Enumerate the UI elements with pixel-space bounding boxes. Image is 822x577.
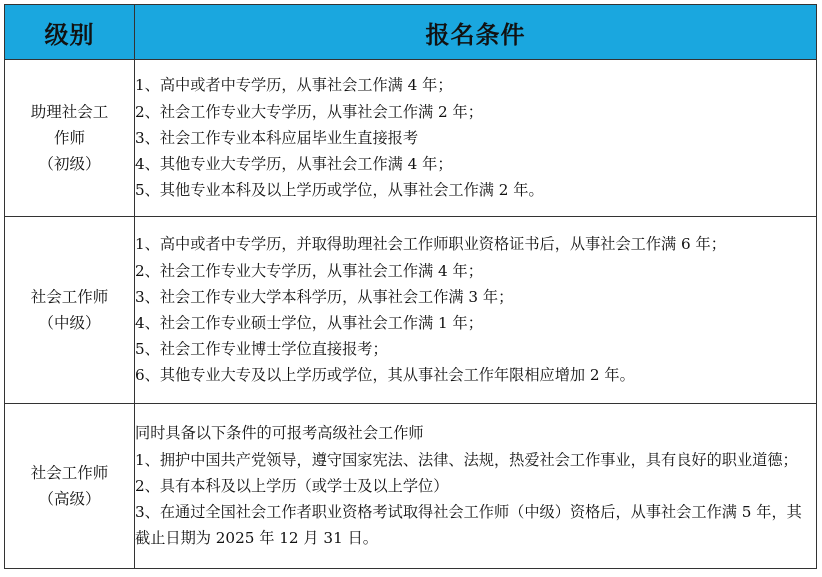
header-conditions: 报名条件 — [135, 5, 817, 60]
condition-item: 1、高中或者中专学历，从事社会工作满 4 年； — [135, 76, 453, 95]
conditions-cell-assistant — [135, 60, 817, 217]
header-level: 级别 — [5, 5, 135, 60]
condition-item: 同时具备以下条件的可报考高级社会工作师 — [135, 424, 424, 443]
condition-item: 4、社会工作专业硕士学位，从事社会工作满 1 年； — [135, 314, 483, 332]
condition-item: 2、社会工作专业大专学历，从事社会工作满 4 年； — [135, 261, 483, 280]
condition-item: 5、其他专业本科及以上学历或学位，从事社会工作满 2 年。 — [135, 181, 544, 200]
table-row-senior — [5, 404, 817, 569]
conditions-cell-intermediate — [135, 217, 817, 404]
condition-item: 1、拥护中国共产党领导，遵守国家宪法、法律、法规，热爱社会工作事业，具有良好的职业道德； — [135, 450, 798, 469]
table-row-intermediate — [5, 217, 817, 404]
condition-item: 3、社会工作专业本科应届毕业生直接报考 — [135, 128, 419, 147]
condition-item: 1、高中或者中专学历，并取得助理社会工作师职业资格证书后，从事社会工作满 6 年； — [135, 235, 726, 254]
condition-item: 3、在通过全国社会工作者职业资格考试取得社会工作师（中级）资格后，从事社会工作满 5 年，其截止日期为 2025 年 12 月 31 日。 — [135, 503, 802, 548]
level-line: 社会工作师 — [30, 288, 109, 306]
condition-item: 5、社会工作专业博士学位直接报考； — [135, 340, 388, 359]
level-line: （高级） — [38, 490, 101, 508]
condition-item: 2、具有本科及以上学历（或学士及以上学位） — [135, 476, 449, 495]
condition-item: 4、其他专业大专学历，从事社会工作满 4 年； — [135, 155, 453, 174]
conditions-cell-senior — [135, 404, 817, 569]
condition-item: 3、社会工作专业大学本科学历，从事社会工作满 3 年； — [135, 287, 514, 306]
condition-item: 2、社会工作专业大专学历，从事社会工作满 2 年； — [135, 102, 483, 121]
level-line: 社会工作师 — [30, 464, 109, 482]
level-line: 作师 — [53, 129, 85, 147]
level-line: 助理社会工 — [30, 103, 109, 121]
level-cell-senior — [5, 404, 135, 569]
level-line: （中级） — [38, 314, 101, 332]
condition-item: 6、其他专业大专及以上学历或学位，其从事社会工作年限相应增加 2 年。 — [135, 366, 635, 385]
table-row-assistant — [5, 60, 817, 217]
level-line: （初级） — [38, 155, 101, 173]
level-cell-intermediate — [5, 217, 135, 404]
header-row — [5, 5, 817, 60]
level-cell-assistant — [5, 60, 135, 217]
requirements-table — [4, 4, 817, 569]
